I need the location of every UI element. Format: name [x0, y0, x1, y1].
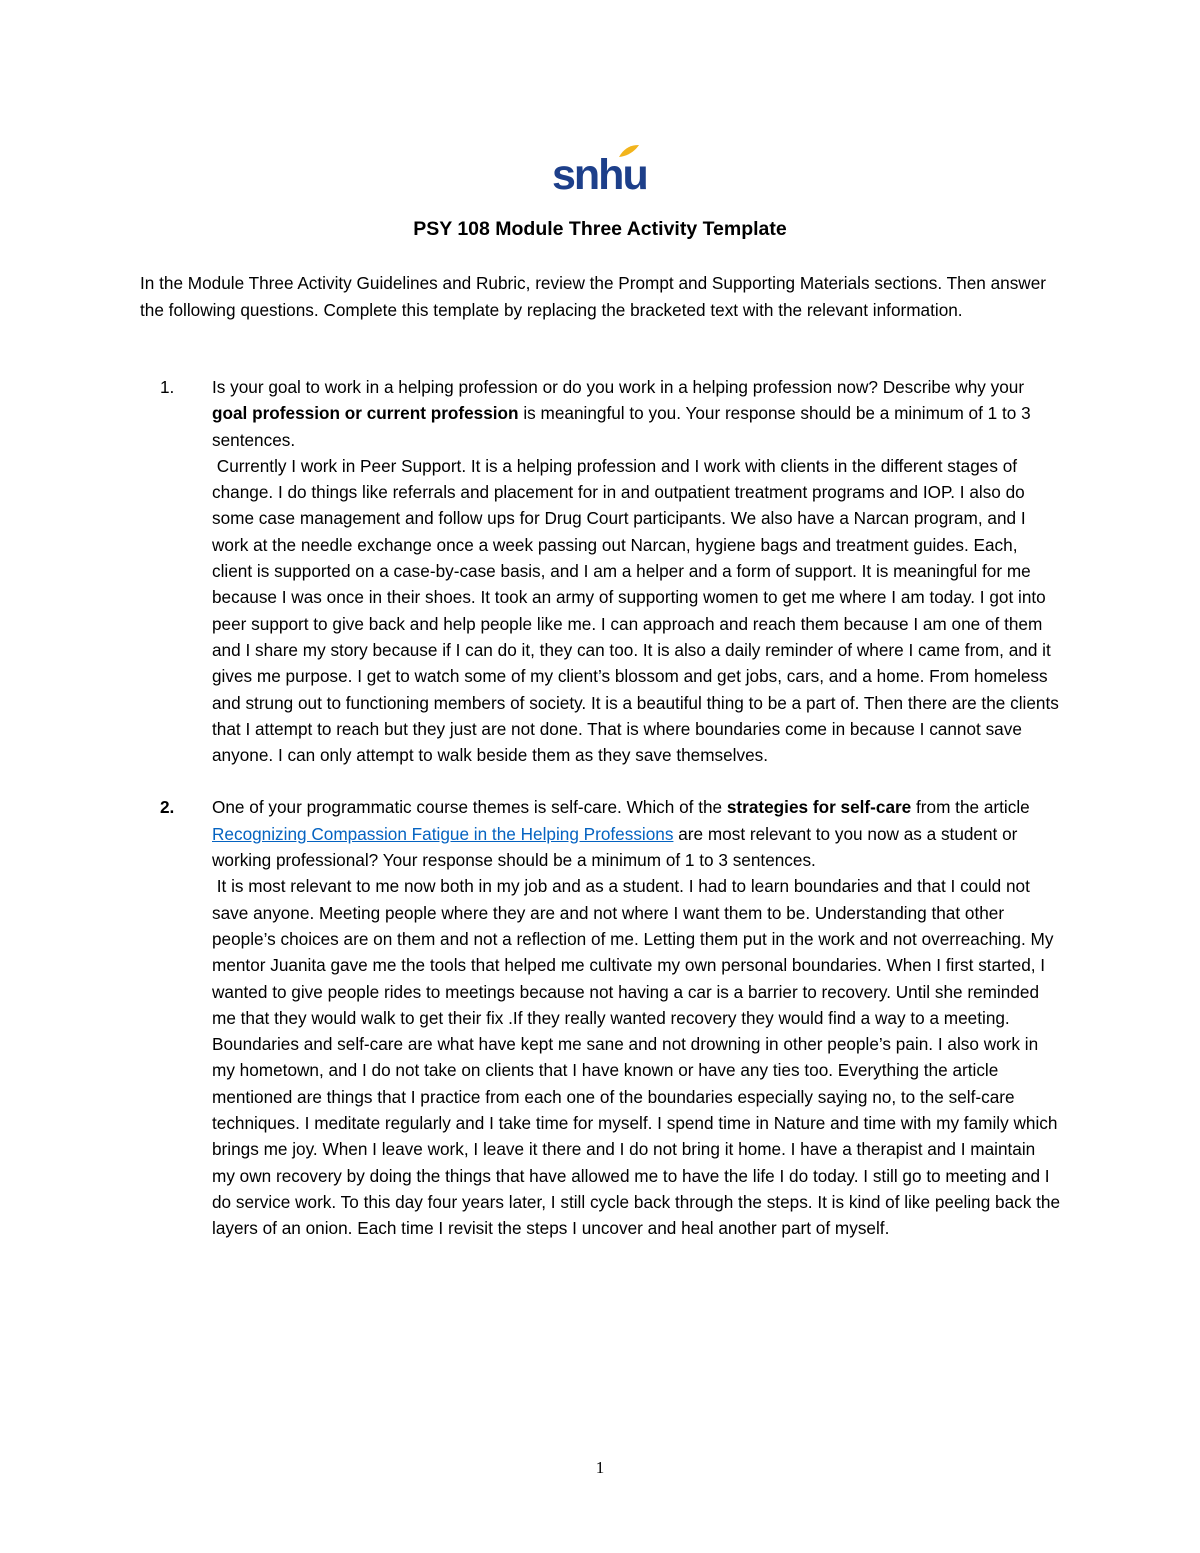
question-text [212, 374, 1060, 453]
snhu-logo [552, 140, 647, 204]
page-number: 1 [595, 1458, 605, 1477]
question-item-1 [140, 374, 1060, 768]
question-text [212, 794, 1060, 873]
intro-paragraph: In the Module Three Activity Guidelines and Rubric, review the Prompt and Supporting Materials sections. Then answer the following questions. Complete this template by replacing the bracketed text with the relevant information. [140, 273, 1046, 320]
page-title: PSY 108 Module Three Activity Template [413, 218, 787, 240]
question-number: 1. [160, 377, 175, 397]
logo-text: snhu [552, 151, 647, 199]
article-link[interactable]: Recognizing Compassion Fatigue in the Helping Professions [212, 823, 674, 844]
question-text-part: from the article [911, 797, 1030, 818]
question-text-part: One of your programmatic course themes is self-care. Which of the [212, 797, 727, 818]
question-text-bold: goal profession or current profession [212, 403, 519, 424]
question-text-bold: strategies for self-care [726, 797, 912, 818]
question-text-part: is meaningful to you. Your response should be a minimum of 1 to 3 sentences. [212, 403, 1031, 450]
answer-text: It is most relevant to me now both in my job and as a student. I had to learn boundaries and that I could not save anyone. Meeting people where they are and not where I want them to be. Understanding that other people’s choices are on them and not a reflection of me. Letting them put in the work and not overreaching. My mentor Juanita gave me the tools that helped me cultivate my own personal boundaries. When I first started, I wanted to give people rides to meetings because not having a car is a barrier to recovery. Until she reminded me that they would walk to get their fix .If they really wanted recovery they would find a way to a meeting. Boundaries and self-care are what have kept me sane and not drowning in other people’s pain. I also work in my hometown, and I do not take on clients that I have known or have any ties too. Everything the article mentioned are things that I practice from each one of the boundaries especially saying no, to the self-care techniques. I meditate regularly and I take time for myself. I spend time in Nature and time with my family which brings me joy. When I leave work, I leave it there and I do not bring it home. I have a therapist and I maintain my own recovery by doing the things that have allowed me to have the life I do today. I still go to meeting and I do service work. To this day four years later, I still cycle back through the steps. It is kind of like peeling back the layers of an onion. Each time I revisit the steps I uncover and heal another part of myself. [212, 876, 1061, 1239]
question-text-part: Is your goal to work in a helping profession or do you work in a helping profession now? Describe why your [212, 377, 1025, 397]
question-text-part: are most relevant to you now as a student or working professional? Your response should be a minimum of 1 to 3 sentences. [212, 823, 1018, 871]
question-item-2 [140, 794, 1060, 1241]
answer-text: Currently I work in Peer Support. It is a helping profession and I work with clients in the different stages of change. I do things like referrals and placement for in and outpatient treatment programs and IOP. I also do some case management and follow ups for Drug Court participants. We also have a Narcan program, and I work at the needle exchange once a week passing out Narcan, hygiene bags and treatment guides. Each, client is supported on a case-by-case basis, and I am a helper and a form of support. It is meaningful for me because I was once in their shoes. It took an army of supporting women to get me where I am today. I got into peer support to give back and help people like me. I can approach and reach them because I am one of them and I share my story because if I can do it, they can too. It is also a daily reminder of where I came from, and it gives me purpose. I get to watch some of my client’s blossom and get jobs, cars, and a home. From homeless and strung out to functioning members of society. It is a beautiful thing to be a part of. Then there are the clients that I attempt to reach but they just are not done. That is where boundaries come in because I cannot save anyone. I can only attempt to walk beside them as they save themselves. [212, 455, 1059, 766]
question-list [140, 374, 1060, 1242]
question-number: 2. [160, 797, 175, 818]
